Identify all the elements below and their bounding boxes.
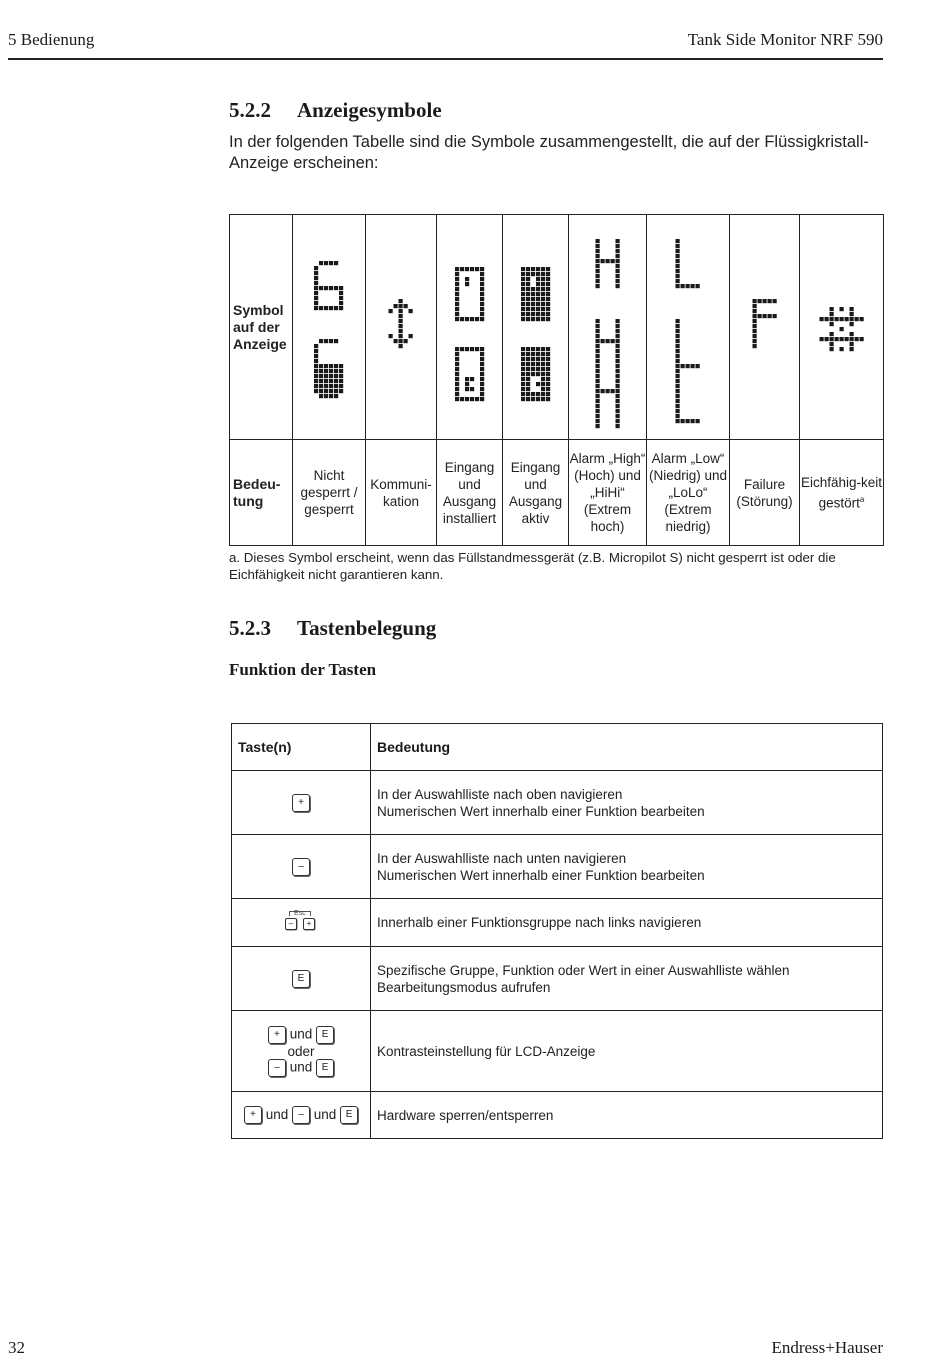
lock-open-closed-icon [293, 215, 366, 439]
failure-f-icon [730, 215, 800, 439]
meaning-calibration: Eichfähig-keit gestört$^a$ [800, 440, 884, 546]
row-label-meaning: Bedeu-tung [230, 440, 293, 546]
footnote: a. Dieses Symbol erscheint, wenn das Füllstandmessgerät (z.B. Micropilot S) nicht gesperrt ist oder die Eichfähigkeit nicht garantieren kann. [229, 550, 836, 582]
meaning-io-active: Eingang und Ausgang aktiv [503, 440, 569, 546]
minus-key-icon: – [285, 918, 297, 930]
table-row [232, 1092, 883, 1139]
oder-label: oder [287, 1043, 315, 1059]
row-text: Numerischen Wert innerhalb einer Funktion bearbeiten [377, 867, 705, 883]
table-row [232, 1011, 883, 1092]
header-rule [8, 58, 883, 60]
e-key-icon: E [292, 970, 310, 988]
brand-logo: Endress+Hauser [771, 1338, 883, 1357]
footnote-marker: a [859, 494, 865, 504]
e-key-icon: E [316, 1026, 334, 1044]
minus-key-icon: – [268, 1059, 286, 1077]
table-row [232, 899, 883, 947]
table-row [232, 947, 883, 1011]
row-text: Innerhalb einer Funktionsgruppe nach links navigieren [377, 915, 702, 930]
row-text: Bearbeitungsmodus aufrufen [377, 979, 551, 995]
row-text: In der Auswahlliste nach oben navigieren [377, 786, 623, 802]
plus-key-icon: + [292, 794, 310, 812]
chapter-header: 5 Bedienung [8, 30, 95, 49]
table-row [232, 771, 883, 835]
calibration-asterisk-icon [800, 215, 884, 439]
plus-key-icon: + [244, 1106, 262, 1124]
product-header: Tank Side Monitor NRF 590 [687, 30, 883, 49]
minus-key-icon: – [292, 858, 310, 876]
row-text: Hardware sperren/entsperren [377, 1107, 554, 1123]
section-heading-tastenbelegung: 5.2.3 Tastenbelegung [229, 616, 437, 640]
meaning-lock: Nicht gesperrt / gesperrt [293, 440, 366, 546]
esc-key-combo-icon [285, 909, 317, 933]
row-text: In der Auswahlliste nach unten navigieren [377, 850, 627, 866]
und-label: und [289, 1059, 313, 1075]
plus-key-icon: + [268, 1026, 286, 1044]
meaning-failure: Failure (Störung) [730, 440, 800, 546]
subheading-funktion: Funktion der Tasten [229, 660, 377, 679]
minus-key-icon: – [292, 1106, 310, 1124]
communication-arrow-icon [366, 215, 437, 439]
alarm-low-lolo-icon [647, 215, 730, 439]
io-installed-icon [437, 215, 503, 439]
alarm-high-hihi-icon [569, 215, 647, 439]
e-key-icon: E [340, 1106, 358, 1124]
col-header-meaning: Bedeutung [371, 724, 883, 771]
page-number: 32 [8, 1338, 25, 1357]
esc-label: Esc [294, 909, 306, 917]
symbol-table [229, 214, 884, 546]
section-heading-anzeigesymbole: 5.2.2 Anzeigesymbole [229, 98, 442, 122]
row-text: Numerischen Wert innerhalb einer Funktion bearbeiten [377, 803, 705, 819]
row-text: Kontrasteinstellung für LCD-Anzeige [377, 1043, 596, 1059]
meaning-alarm-low: Alarm „Low“ (Niedrig) und „LoLo“ (Extrem niedrig) [647, 440, 730, 546]
table-row [232, 835, 883, 899]
col-header-key: Taste(n) [232, 724, 371, 771]
und-label: und [265, 1106, 289, 1122]
meaning-communication: Kommuni-kation [366, 440, 437, 546]
e-key-icon: E [316, 1059, 334, 1077]
intro-text: In der folgenden Tabelle sind die Symbole zusammengestellt, die auf der Flüssigkristall-Anzeige erscheinen: [229, 133, 869, 172]
meaning-io-installed: Eingang und Ausgang installiert [437, 440, 503, 546]
und-label: und [313, 1106, 337, 1122]
key-table [231, 723, 883, 1139]
plus-key-icon: + [303, 918, 315, 930]
meaning-alarm-high: Alarm „High“ (Hoch) und „HiHi“ (Extrem hoch) [569, 440, 647, 546]
und-label: und [289, 1026, 313, 1042]
row-label-symbol: Symbol auf der Anzeige [230, 215, 293, 440]
io-active-icon [503, 215, 569, 439]
row-text: Spezifische Gruppe, Funktion oder Wert in einer Auswahlliste wählen [377, 962, 790, 978]
